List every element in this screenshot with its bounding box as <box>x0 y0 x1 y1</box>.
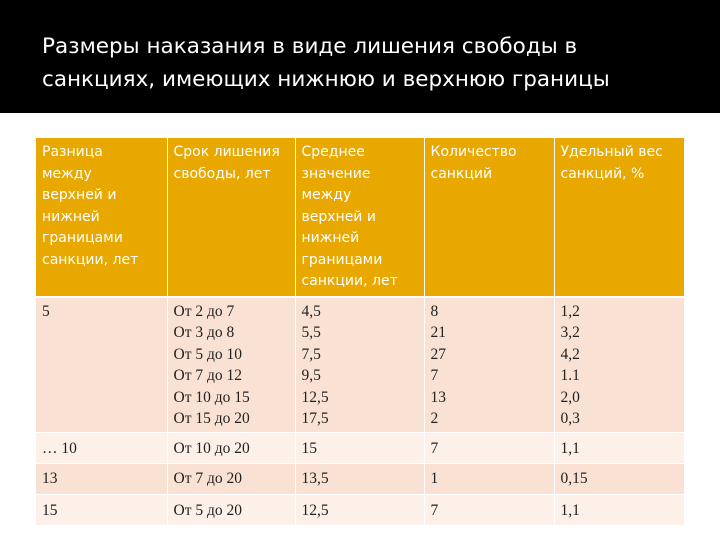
table-row <box>36 297 684 433</box>
table-header-row <box>36 138 684 297</box>
table-cell: 4,5 5,5 7,5 9,5 12,5 17,5 <box>295 297 424 433</box>
slide-title <box>42 30 702 96</box>
table-cell: 5 <box>36 297 167 433</box>
table-row <box>36 433 684 464</box>
table-cell: 15 <box>295 433 424 464</box>
header-range-difference: Разница между верхней и нижней границами санкции, лет <box>36 138 167 297</box>
header-share: Удельный вес санкций, % <box>554 138 684 297</box>
table-cell: 15 <box>36 495 167 526</box>
table-cell: 1,2 3,2 4,2 1.1 2,0 0,3 <box>554 297 684 433</box>
header-count: Количество санкций <box>424 138 554 297</box>
table-cell: 12,5 <box>295 495 424 526</box>
table-cell: 1,1 <box>554 495 684 526</box>
table-cell: … 10 <box>36 433 167 464</box>
table-cell: От 2 до 7 От 3 до 8 От 5 до 10 От 7 до 12 От 10 до 15 От 15 до 20 <box>167 297 295 433</box>
table-row <box>36 495 684 526</box>
header-average: Среднее значение между верхней и нижней границами санкции, лет <box>295 138 424 297</box>
table-cell: От 7 до 20 <box>167 464 295 495</box>
sanctions-table <box>36 138 684 526</box>
header-term: Срок лишения свободы, лет <box>167 138 295 297</box>
slide-title-line-2: санкциях, имеющих нижнюю и верхнюю границы <box>42 67 610 92</box>
table-cell: От 5 до 20 <box>167 495 295 526</box>
table-cell: 7 <box>424 495 554 526</box>
table-cell: 13 <box>36 464 167 495</box>
table-cell: 1,1 <box>554 433 684 464</box>
table-row <box>36 464 684 495</box>
table-cell: 7 <box>424 433 554 464</box>
table-cell: От 10 до 20 <box>167 433 295 464</box>
table-cell: 0,15 <box>554 464 684 495</box>
table-cell: 1 <box>424 464 554 495</box>
table-cell: 13,5 <box>295 464 424 495</box>
slide-title-line-1: Размеры наказания в виде лишения свободы в <box>42 34 578 59</box>
title-bar <box>0 0 720 113</box>
table-cell: 8 21 27 7 13 2 <box>424 297 554 433</box>
